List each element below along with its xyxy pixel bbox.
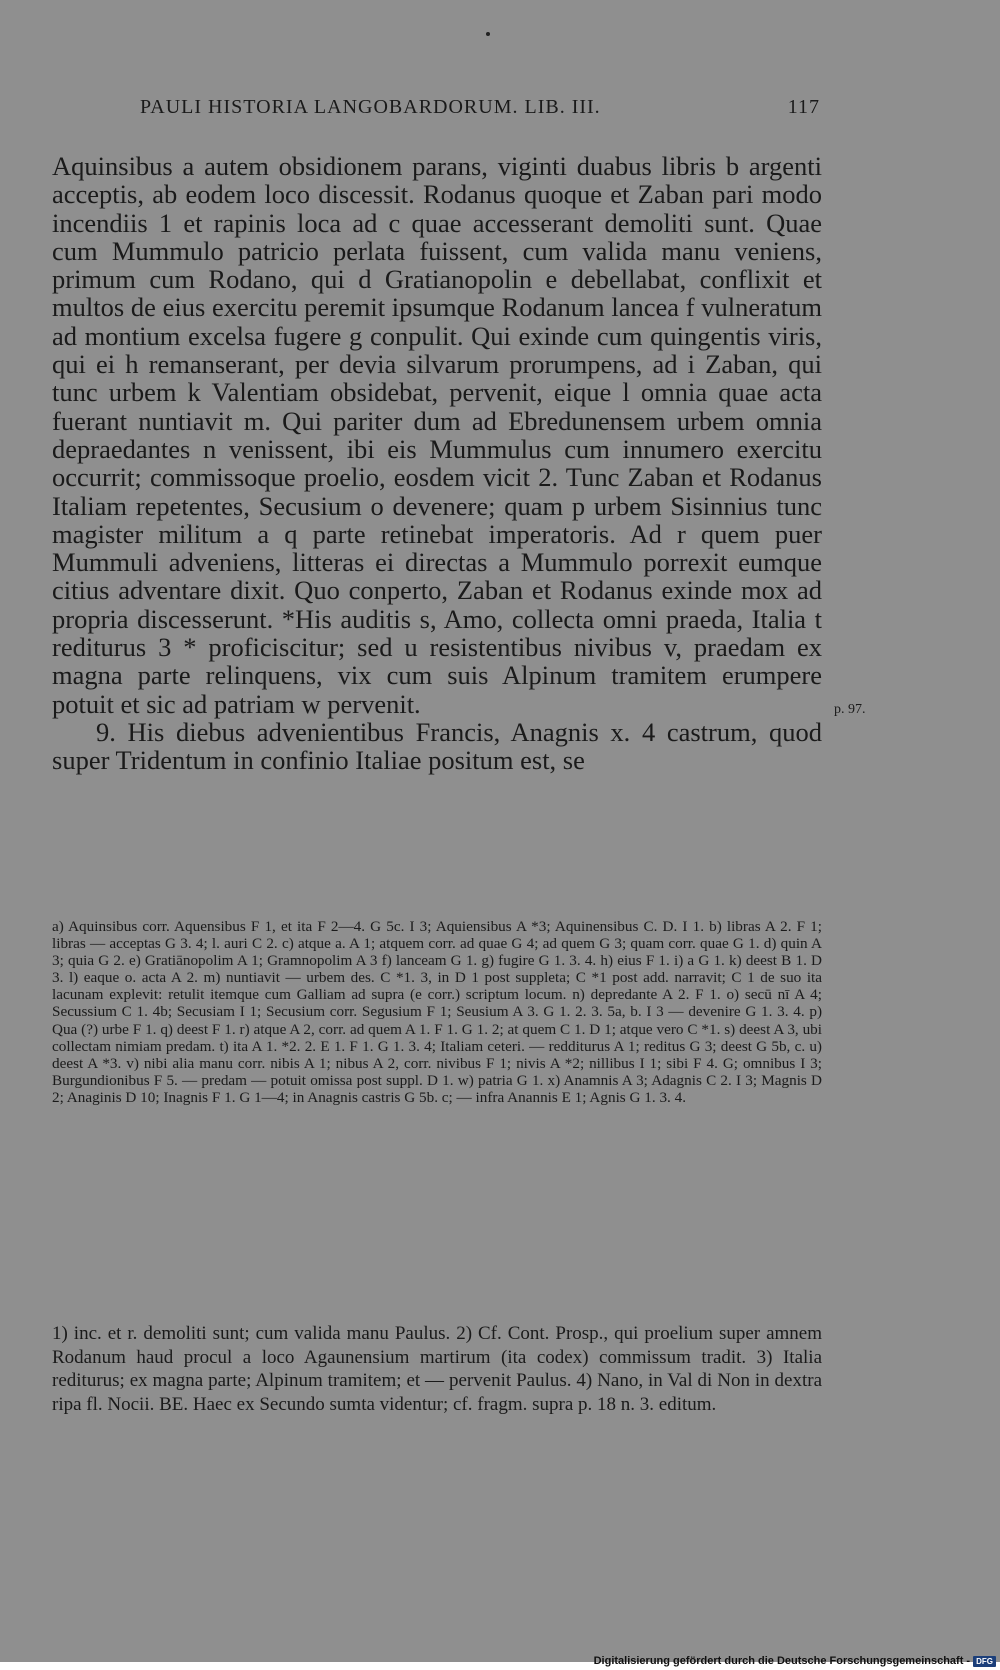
critical-apparatus [52,918,822,1106]
footnotes [52,1322,822,1416]
chapter-9-paragraph: 9. His diebus advenientibus Francis, Anagnis x. 4 castrum, quod super Tridentum in confinio Italiae positum est, se [52,716,822,776]
credit-text: Digitalisierung gefördert durch die Deutsche Forschungsgemeinschaft - [593,1655,971,1667]
digitization-credit [594,1655,996,1667]
side-page-reference: p. 97. [834,702,866,717]
main-paragraph: Aquinsibus a autem obsidionem parans, viginti duabus libris b argenti acceptis, ab eodem loco discessit. Rodanus quoque et Zaban pari modo incendiis 1 et rapinis loca ad c quae accesserant demoliti sunt. Quae cum Mummulo patricio perlata fuissent, cum valida manu veniens, primum cum Rodano, qui d Gratianopolin e debellabat, conflixit et multos de eius exercitu peremit ipsumque Rodanum lancea f vulneratum ad montium excelsa fugere g conpulit. Qui exinde cum quingentis viris, qui ei h remanserant, per devia silvarum prorumpens, ad i Zaban, qui tunc urbem k Valentiam obsidebat, pervenit, eique l omnia quae acta fuerant nuntiavit m. Qui pariter dum ad Ebredunensem urbem omnia depraedantes n venissent, ibi eis Mummulus cum innumero exercitu occurrit; commissoque proelio, eosdem vicit 2. Tunc Zaban et Rodanus Italiam repetentes, Secusium o devenere; quam p urbem Sisinnius tunc magister militum a q parte retinebat imperatoris. Ad r quem puer Mummuli adveniens, litteras ei directas a Mummulo porrexit eumque citius adventare dixit. Quo conperto, Zaban et Rodanus exinde mox ad propria discesserunt. *His auditis s, Amo, collecta omni praeda, Italia t rediturus 3 * proficiscitur; sed u resistentibus nivibus v, praedam ex magna parte relinquens, vix cum suis Alpinum tramitem erumpere potuit et sic ad patriam w pervenit. [52,151,822,719]
dfg-logo: DFG [973,1656,996,1667]
scan-speck [486,32,490,36]
apparatus-text: a) Aquinsibus corr. Aquensibus F 1, et ita F 2—4. G 5c. I 3; Aquiensibus A *3; Aquinensibus C. D. I 1. b) libras A 2. F 1; libras — acceptas G 3. 4; l. auri C 2. c) atque a. A 1; atquem corr. ad quae G 4; ad quem G 3; quam corr. quae G 1. d) quin A 3; quia G 2. e) Gratiānopolim A 1; Gramnopolim A 3 f) lanceam G 1. g) fugire G 1. 3. 4. h) eius F 1. i) a G 1. k) deest B 1. D 3. l) eaque o. acta A 2. m) nuntiavit — urbem des. C *1. 3, in D 1 post suppleta; C *1 post add. narravit; C 1 de suo ita lacunam explevit: retulit itemque cum Galliam ad supra (e corr.) scriptum locum. n) depredante A 2. F 1. o) secū nī A 4; Secussium C 1. 4b; Secusiam I 1; Secusium corr. Segusium F 1; Seusium A 3. G 1. 2. 3. 5a, b. I 3 — devenire G 1. 3. 4. p) Qua (?) urbe F 1. q) deest F 1. r) atque A 2, corr. ad quem A 1. F 1. G 1. 2; at quem C 1. D 1; atque vero C *1. s) deest A 3, ubi collectam nimiam predam. t) ita A 1. *2. 2. E 1. F 1. G 1. 3. 4; Italiam ceteri. — redditurus A 1; reditus G 3; deest G 5b, c. u) deest A *3. v) nibi alia manu corr. nibis A 1; nibus A 2, corr. nivibus F 1; nivis A *2; nillibus I 1; sibi F 4. G; omnibus I 3; Burgundionibus F 5. — predam — potuit omissa post suppl. D 1. w) patria G 1. x) Anamnis A 3; Adagnis C 2. I 3; Magnis D 2; Anaginis D 10; Inagnis F 1. G 1—4; in Anagnis castris G 5b. c; — infra Anannis E 1; Agnis G 1. 3. 4. [52,918,822,1106]
footnotes-text: 1) inc. et r. demoliti sunt; cum valida manu Paulus. 2) Cf. Cont. Prosp., qui proelium super amnem Rodanum haud procul a loco Agaunensium martirum (ita codex) commissum tradit. 3) Italia rediturus; ex magna parte; Alpinum tramitem; et — pervenit Paulus. 4) Nano, in Val di Non in dextra ripa fl. Nocii. BE. Haec ex Secundo sumta videntur; cf. fragm. supra p. 18 n. 3. editum. [52,1323,822,1415]
main-text [52,152,822,775]
running-title: PAULI HISTORIA LANGOBARDORUM. LIB. III. [140,96,601,118]
page-number: 117 [787,96,820,118]
